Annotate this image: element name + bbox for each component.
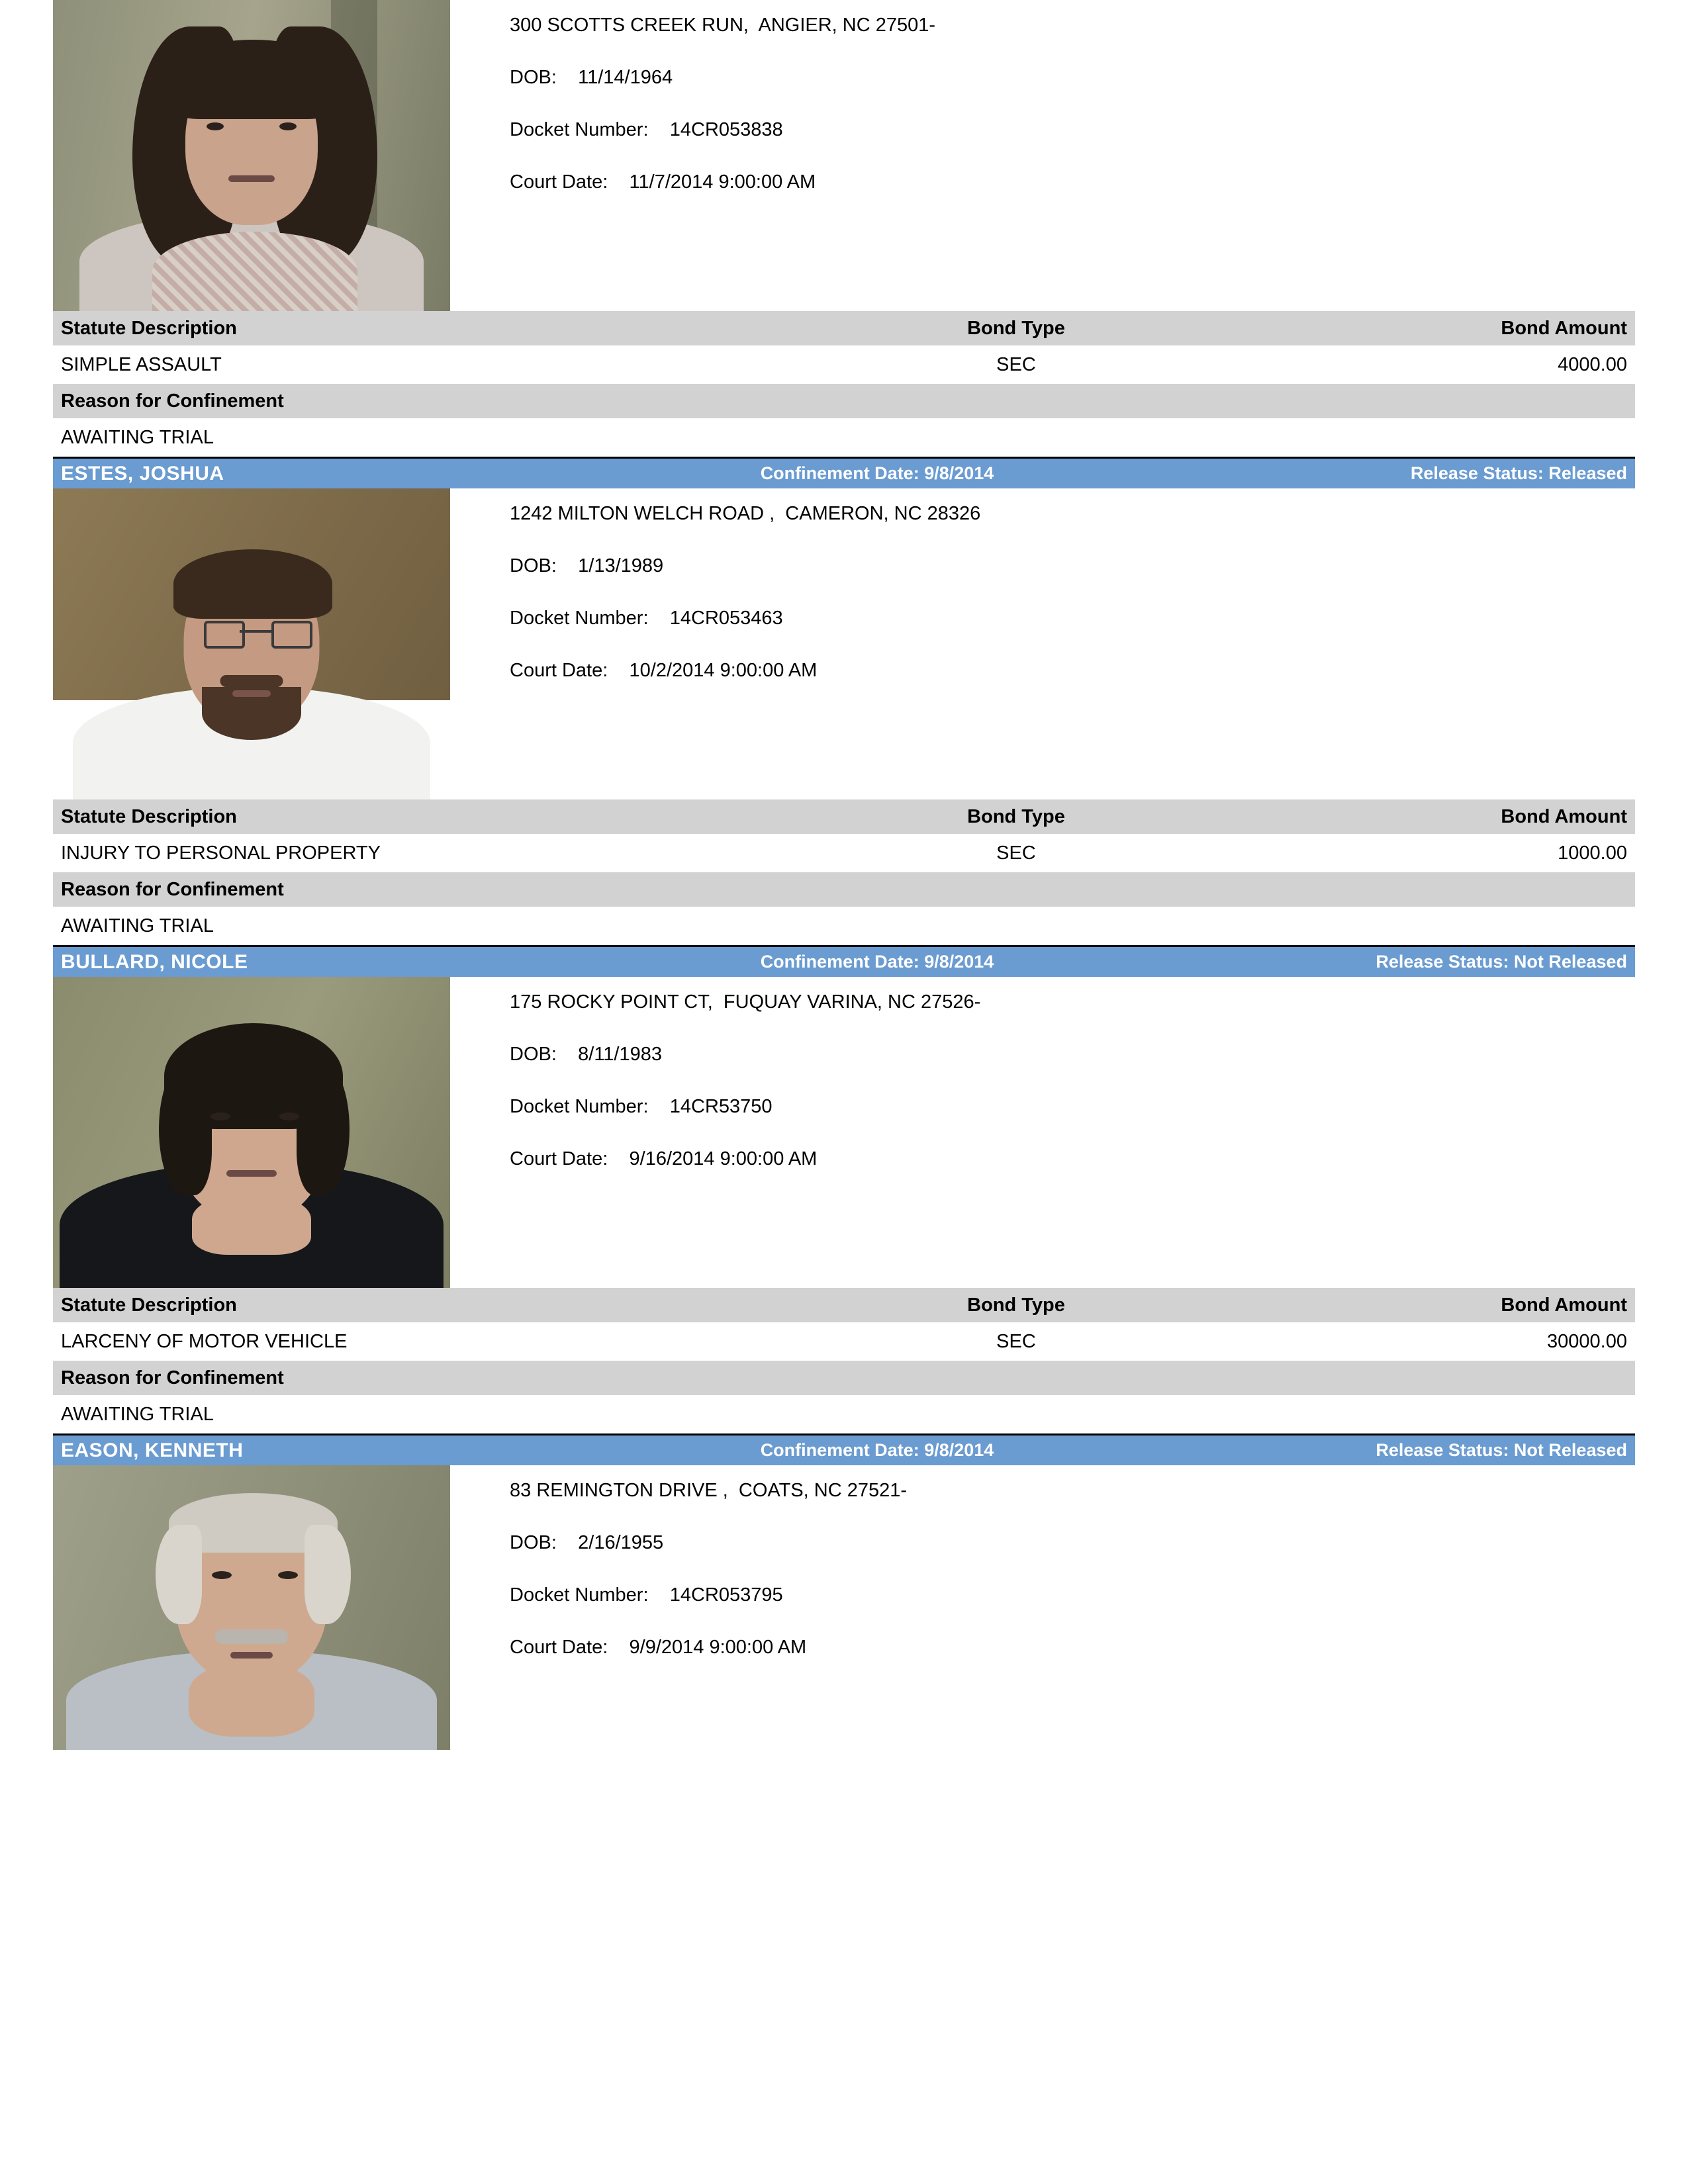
dob-label: DOB: [510, 555, 557, 576]
dob-value: 1/13/1989 [578, 555, 664, 576]
record-header-bar [53, 1433, 1635, 1465]
bond-type-header: Bond Type [967, 317, 1065, 339]
dob-line [510, 1533, 1635, 1553]
record-body [53, 977, 1635, 1288]
address-line: 83 REMINGTON DRIVE , COATS, NC 27521- [510, 1480, 908, 1501]
bond-amount-header: Bond Amount [1501, 805, 1627, 827]
mugshot-photo [53, 0, 450, 311]
reason-header: Reason for Confinement [53, 384, 1635, 418]
statute-column-headers [53, 311, 1635, 345]
docket-line [510, 1097, 1635, 1116]
bond-type-header: Bond Type [967, 805, 1065, 827]
court-date-label: Court Date: [510, 1148, 608, 1169]
address-line: 300 SCOTTS CREEK RUN, ANGIER, NC 27501- [510, 15, 936, 36]
release-status: Release Status: Not Released [1376, 952, 1627, 972]
docket-value: 14CR053795 [669, 1584, 783, 1606]
inmate-record [53, 457, 1635, 945]
inmate-name: BULLARD, NICOLE [61, 950, 248, 973]
dob-value: 11/14/1964 [578, 67, 673, 88]
mugshot-photo [53, 1465, 450, 1750]
reason-header: Reason for Confinement [53, 872, 1635, 907]
docket-line [510, 609, 1635, 628]
dob-value: 2/16/1955 [578, 1532, 664, 1553]
dob-line [510, 1045, 1635, 1064]
court-date-label: Court Date: [510, 171, 608, 193]
statute-description-value: LARCENY OF MOTOR VEHICLE [61, 1330, 348, 1352]
bond-amount-header: Bond Amount [1501, 317, 1627, 339]
bond-amount-value: 30000.00 [1547, 1330, 1627, 1352]
statute-description-header: Statute Description [61, 317, 237, 339]
court-date-value: 9/9/2014 9:00:00 AM [629, 1637, 807, 1658]
record-header-bar [53, 457, 1635, 488]
statute-description-value: INJURY TO PERSONAL PROPERTY [61, 842, 381, 864]
court-date-line [510, 661, 1635, 680]
bond-type-value: SEC [996, 353, 1036, 375]
court-date-line [510, 1638, 1635, 1657]
record-body [53, 1465, 1635, 1750]
dob-line [510, 68, 1635, 87]
statute-description-header: Statute Description [61, 1294, 237, 1316]
address-line: 175 ROCKY POINT CT, FUQUAY VARINA, NC 27526- [510, 991, 981, 1013]
bond-amount-value: 4000.00 [1558, 353, 1627, 375]
statute-column-headers [53, 1288, 1635, 1322]
release-status: Release Status: Not Released [1376, 1440, 1627, 1460]
docket-label: Docket Number: [510, 608, 649, 629]
docket-value: 14CR053838 [669, 119, 783, 140]
bond-amount-value: 1000.00 [1558, 842, 1627, 864]
dob-label: DOB: [510, 1044, 557, 1065]
inmate-name: ESTES, JOSHUA [61, 462, 224, 484]
inmate-name: EASON, KENNETH [61, 1439, 244, 1461]
statute-row [53, 834, 1635, 872]
docket-value: 14CR53750 [669, 1096, 773, 1117]
mugshot-photo [53, 488, 450, 799]
statute-description-header: Statute Description [61, 805, 237, 827]
docket-value: 14CR053463 [669, 608, 783, 629]
mugshot-image [53, 488, 450, 799]
reason-value: AWAITING TRIAL [53, 1395, 1635, 1433]
record-body [53, 488, 1635, 799]
dob-line [510, 557, 1635, 576]
record-details [450, 488, 1635, 680]
docket-label: Docket Number: [510, 119, 649, 140]
mugshot-photo [53, 977, 450, 1288]
court-date-value: 9/16/2014 9:00:00 AM [629, 1148, 818, 1169]
release-status: Release Status: Released [1410, 463, 1627, 483]
inmate-record [53, 945, 1635, 1433]
confinement-date: Confinement Date: 9/8/2014 [760, 1440, 994, 1460]
statute-description-value: SIMPLE ASSAULT [61, 353, 222, 375]
address-line: 1242 MILTON WELCH ROAD , CAMERON, NC 28326 [510, 503, 981, 524]
mugshot-image [53, 0, 450, 311]
bond-type-value: SEC [996, 842, 1036, 864]
statute-column-headers [53, 799, 1635, 834]
reason-value: AWAITING TRIAL [53, 907, 1635, 945]
mugshot-image [53, 1465, 450, 1750]
bond-type-header: Bond Type [967, 1294, 1065, 1316]
court-date-value: 10/2/2014 9:00:00 AM [629, 660, 818, 681]
confinement-date: Confinement Date: 9/8/2014 [760, 463, 994, 483]
docket-label: Docket Number: [510, 1096, 649, 1117]
docket-label: Docket Number: [510, 1584, 649, 1606]
statute-row [53, 345, 1635, 384]
mugshot-image [53, 977, 450, 1288]
dob-label: DOB: [510, 1532, 557, 1553]
record-details [450, 977, 1635, 1169]
inmate-record [53, 1433, 1635, 1750]
dob-label: DOB: [510, 67, 557, 88]
bond-amount-header: Bond Amount [1501, 1294, 1627, 1316]
record-details [450, 1465, 1635, 1657]
inmate-record [53, 0, 1635, 457]
reason-header: Reason for Confinement [53, 1361, 1635, 1395]
reason-value: AWAITING TRIAL [53, 418, 1635, 457]
court-date-label: Court Date: [510, 660, 608, 681]
docket-line [510, 120, 1635, 140]
record-details [450, 0, 1635, 192]
docket-line [510, 1586, 1635, 1605]
bond-type-value: SEC [996, 1330, 1036, 1352]
court-date-line [510, 1150, 1635, 1169]
dob-value: 8/11/1983 [578, 1044, 663, 1065]
court-date-line [510, 173, 1635, 192]
court-date-value: 11/7/2014 9:00:00 AM [629, 171, 816, 193]
record-header-bar [53, 945, 1635, 977]
record-body [53, 0, 1635, 311]
court-date-label: Court Date: [510, 1637, 608, 1658]
statute-row [53, 1322, 1635, 1361]
confinement-date: Confinement Date: 9/8/2014 [760, 952, 994, 972]
